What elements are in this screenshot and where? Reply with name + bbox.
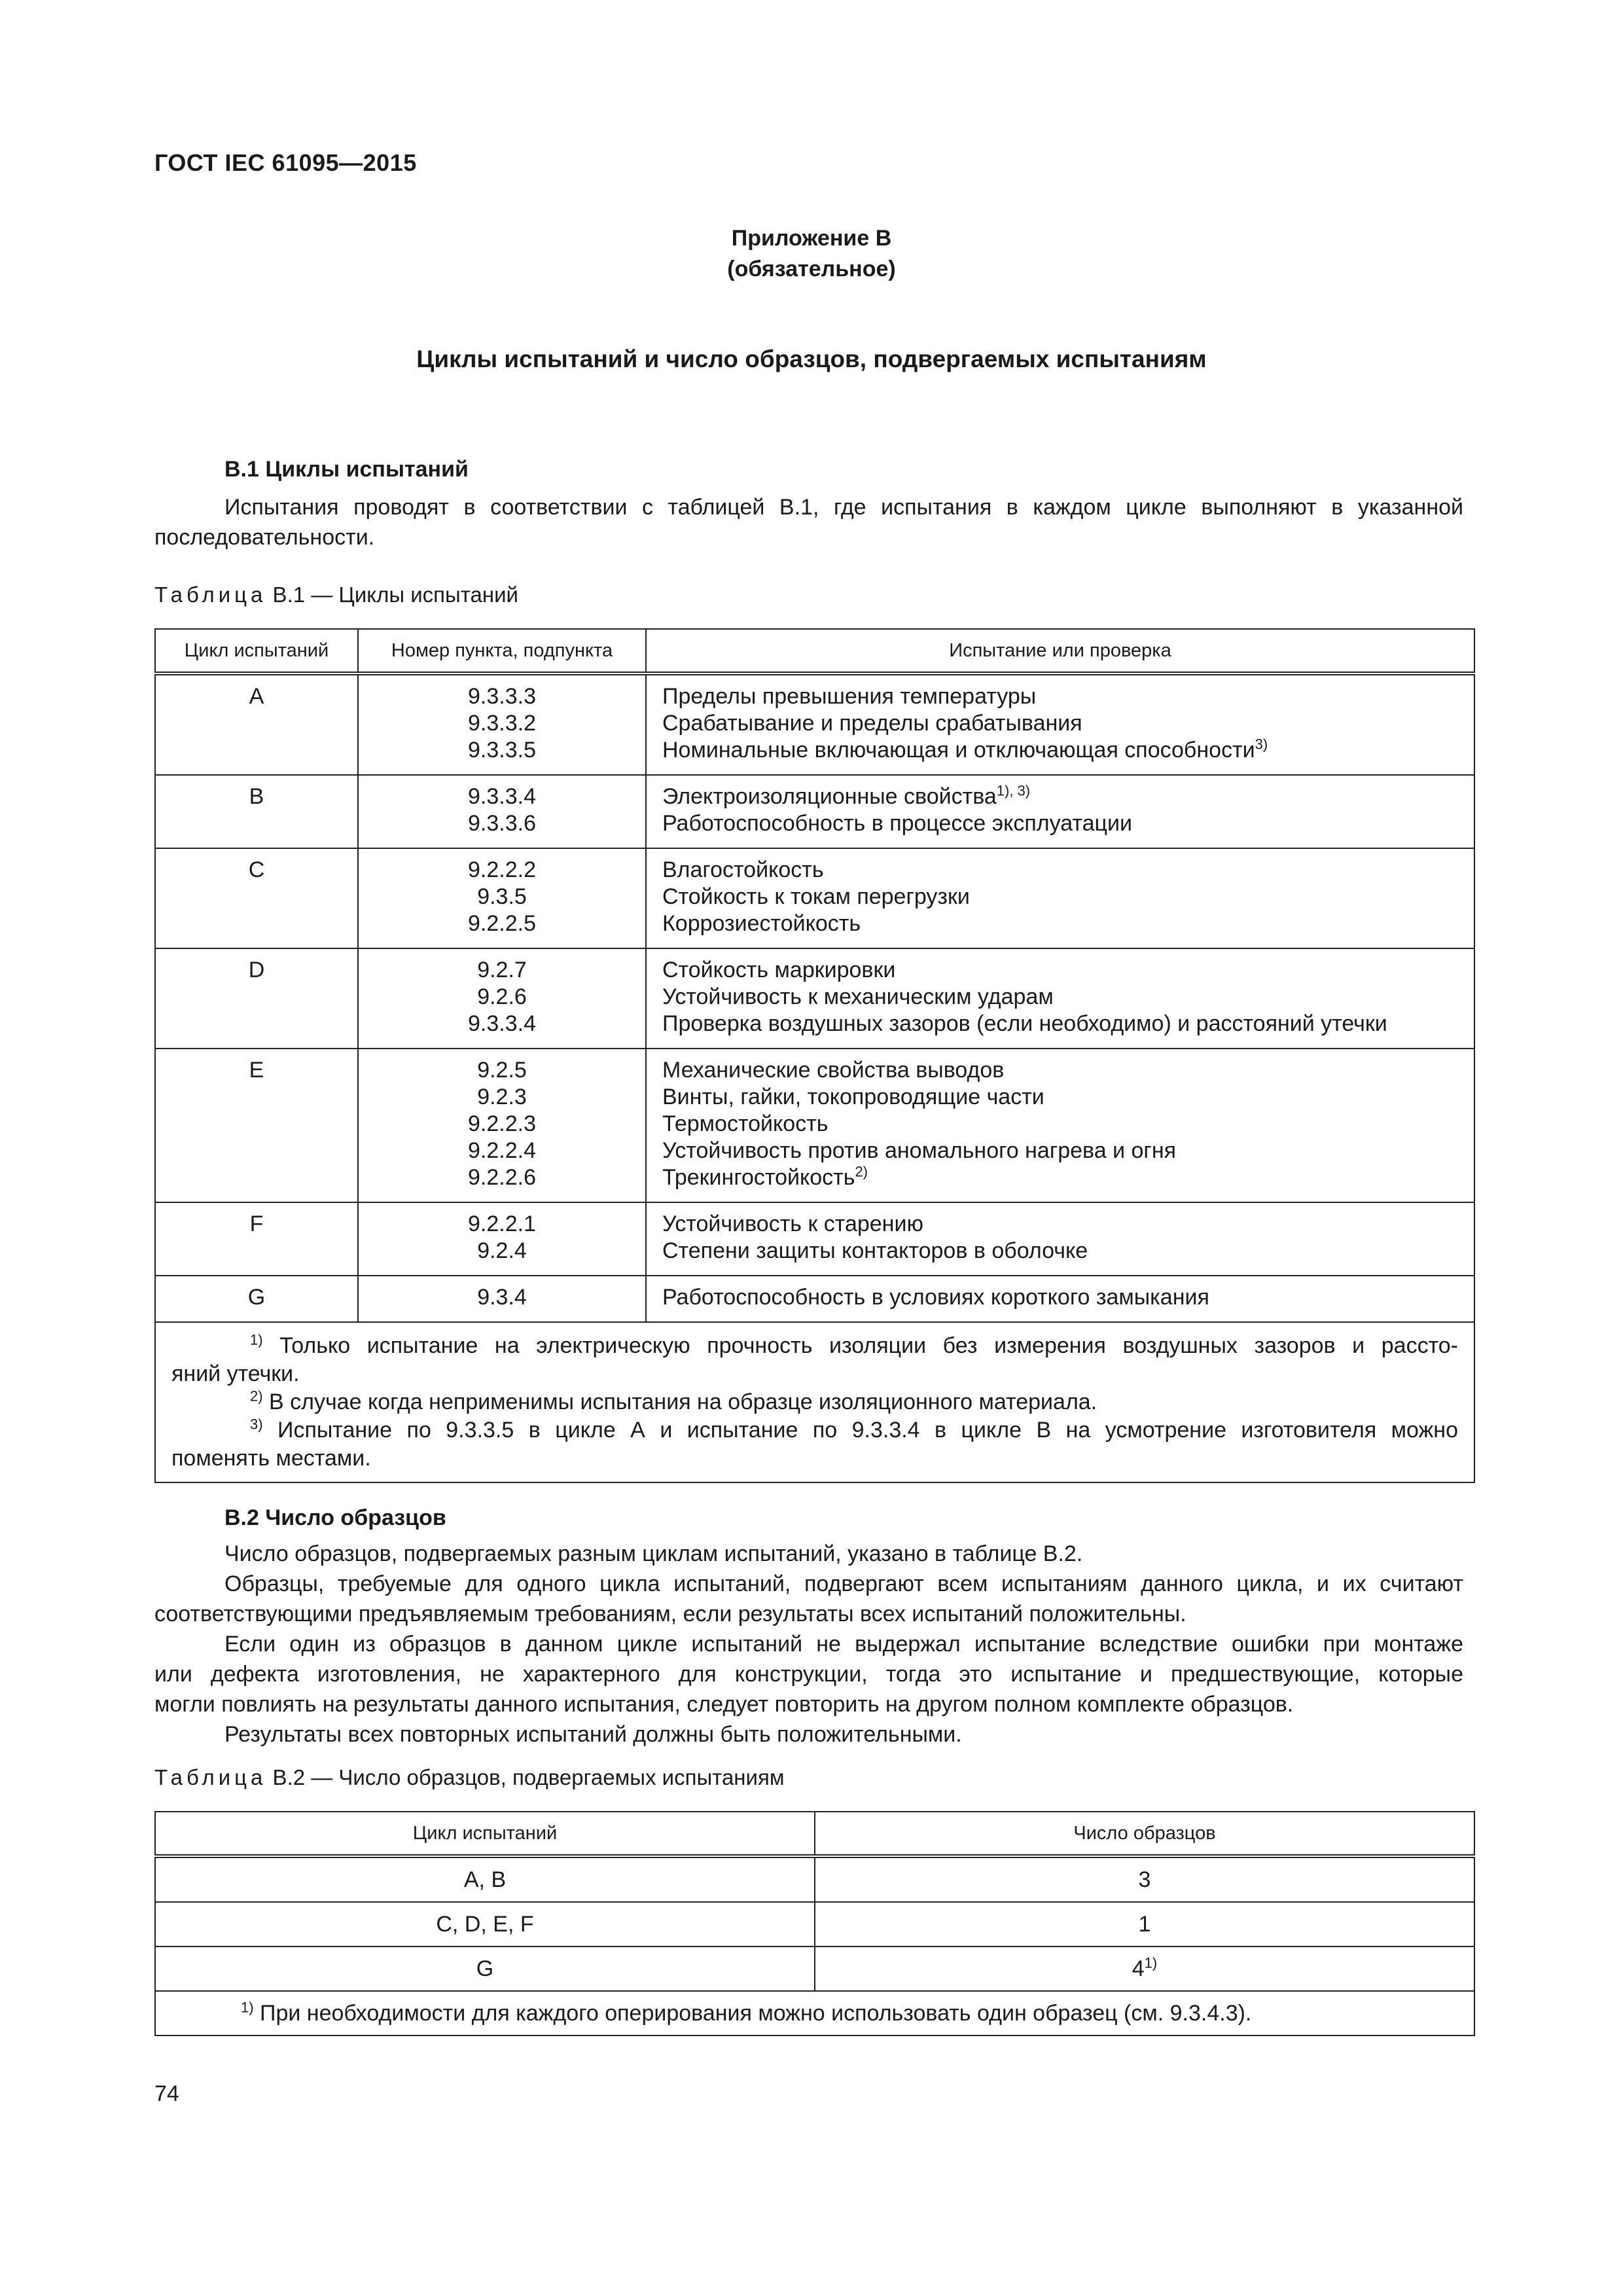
table-row bbox=[155, 1946, 1474, 1991]
test-name-line bbox=[662, 957, 1474, 984]
clause-number-cell bbox=[358, 1202, 646, 1276]
sample-count: 3 bbox=[1138, 1867, 1151, 1892]
paragraph-line: или дефекта изготовления, не характерного для конструкции, тогда это испытание и предшествующие, которые bbox=[154, 1662, 1463, 1687]
table-row bbox=[155, 1202, 1474, 1276]
test-cell bbox=[646, 948, 1474, 1049]
test-name-line bbox=[662, 1164, 1474, 1191]
table-row bbox=[155, 948, 1474, 1049]
column-header: Испытание или проверка bbox=[646, 629, 1474, 673]
test-cell bbox=[646, 1202, 1474, 1276]
clause-number-cell bbox=[358, 1276, 646, 1322]
sample-count-cell bbox=[815, 1902, 1474, 1946]
footnote-ref: 3) bbox=[1255, 736, 1268, 753]
clause-number-cell bbox=[358, 673, 646, 775]
test-name: Устойчивость против аномального нагрева и огня bbox=[662, 1138, 1177, 1163]
test-name-line bbox=[662, 857, 1474, 884]
test-name-line bbox=[662, 910, 1474, 937]
caption-prefix: Таблица bbox=[154, 583, 267, 607]
clause-number: 9.2.2.4 bbox=[468, 1138, 536, 1163]
page-number: 74 bbox=[154, 2081, 179, 2106]
test-name: Проверка воздушных зазоров (если необходимо) и расстояний утечки bbox=[662, 1011, 1387, 1036]
column-header: Число образцов bbox=[815, 1812, 1474, 1856]
footnote-2 bbox=[171, 1388, 1458, 1416]
sample-count: 1 bbox=[1138, 1911, 1151, 1937]
test-cell bbox=[646, 1276, 1474, 1322]
clause-number-cell bbox=[358, 948, 646, 1049]
paragraph-line: Если один из образцов в данном цикле испытаний не выдержал испытание вследствие ошибки при монтаже bbox=[224, 1632, 1463, 1657]
table-b1 bbox=[154, 628, 1475, 1483]
footnote-mark: 1) bbox=[250, 1331, 263, 1348]
test-name-line bbox=[662, 1238, 1474, 1265]
column-header: Цикл испытаний bbox=[155, 629, 358, 673]
caption-text: В.1 — Циклы испытаний bbox=[266, 583, 518, 607]
test-name-line bbox=[662, 683, 1474, 710]
clause-number-cell bbox=[358, 1049, 646, 1202]
table-row bbox=[155, 1276, 1474, 1322]
test-name-line bbox=[662, 1084, 1474, 1111]
footnote-ref: 1) bbox=[1144, 1954, 1158, 1971]
clause-number: 9.2.2.1 bbox=[468, 1211, 536, 1236]
footnote-3-continuation: поменять местами. bbox=[171, 1446, 371, 1471]
test-cell bbox=[646, 775, 1474, 848]
clause-number: 9.2.2.2 bbox=[468, 857, 536, 882]
column-header: Номер пункта, подпункта bbox=[358, 629, 646, 673]
test-name: Номинальные включающая и отключающая способности bbox=[662, 738, 1255, 762]
clause-number-cell bbox=[358, 775, 646, 848]
footnote-text: Испытание по 9.3.3.5 в цикле А и испытание по 9.3.3.4 в цикле В на усмотрение изготовителя можно bbox=[262, 1418, 1458, 1443]
clause-number: 9.3.3.5 bbox=[468, 738, 536, 762]
footnote-mark: 1) bbox=[241, 1999, 254, 2016]
table-row bbox=[155, 1049, 1474, 1202]
clause-number: 9.3.3.4 bbox=[468, 784, 536, 809]
test-name-line bbox=[662, 1011, 1474, 1037]
section-b2-heading: В.2 Число образцов bbox=[224, 1505, 446, 1530]
clause-number: 9.2.2.3 bbox=[468, 1111, 536, 1136]
test-name: Механические свойства выводов bbox=[662, 1058, 1005, 1083]
footnote-mark: 2) bbox=[250, 1388, 263, 1405]
clause-number: 9.2.6 bbox=[477, 984, 527, 1009]
cycle-cell: F bbox=[155, 1202, 358, 1276]
footnote-ref: 1), 3) bbox=[996, 782, 1031, 799]
footnote-ref: 2) bbox=[855, 1163, 868, 1180]
footnote-3 bbox=[171, 1416, 1458, 1444]
clause-number: 9.3.5 bbox=[477, 884, 527, 909]
caption-text: В.2 — Число образцов, подвергаемых испытаниям bbox=[266, 1765, 785, 1789]
test-name-line bbox=[662, 884, 1474, 910]
table-notes-row bbox=[155, 1322, 1474, 1482]
table-header-row bbox=[155, 629, 1474, 673]
test-name-line bbox=[662, 1057, 1474, 1084]
table-b1-caption bbox=[154, 583, 518, 607]
footnote-mark: 3) bbox=[250, 1416, 263, 1433]
paragraph-line: последовательности. bbox=[154, 525, 375, 550]
clause-number: 9.3.3.4 bbox=[468, 1011, 536, 1036]
clause-number: 9.2.3 bbox=[477, 1085, 527, 1109]
paragraph-line: Образцы, требуемые для одного цикла испытаний, подвергают всем испытаниям данного цикла, и их считают bbox=[224, 1571, 1463, 1596]
table-row bbox=[155, 1856, 1474, 1902]
cycle-cell: D bbox=[155, 948, 358, 1049]
clause-number-cell bbox=[358, 848, 646, 948]
appendix-heading: Циклы испытаний и число образцов, подвергаемых испытаниям bbox=[416, 346, 1207, 372]
test-name: Винты, гайки, токопроводящие части bbox=[662, 1085, 1044, 1109]
cycle-cell: В bbox=[155, 775, 358, 848]
cycle-cell: А bbox=[155, 673, 358, 775]
table-row bbox=[155, 1902, 1474, 1946]
clause-number: 9.2.2.5 bbox=[468, 911, 536, 936]
test-cell bbox=[646, 1049, 1474, 1202]
paragraph-line: могли повлиять на результаты данного испытания, следует повторить на другом полном комплекте образцов. bbox=[154, 1692, 1294, 1717]
table-header-row bbox=[155, 1812, 1474, 1856]
section-b1-heading: В.1 Циклы испытаний bbox=[224, 457, 469, 482]
clause-number: 9.3.3.3 bbox=[468, 684, 536, 709]
sample-count-cell bbox=[815, 1946, 1474, 1991]
cycle-cell: G bbox=[155, 1276, 358, 1322]
test-name-line bbox=[662, 783, 1474, 810]
test-name-line bbox=[662, 710, 1474, 737]
table-notes bbox=[155, 1322, 1474, 1482]
clause-number: 9.3.3.2 bbox=[468, 711, 536, 736]
sample-count-cell bbox=[815, 1856, 1474, 1902]
test-name-line bbox=[662, 810, 1474, 837]
clause-number: 9.2.7 bbox=[477, 958, 527, 982]
test-cell bbox=[646, 848, 1474, 948]
test-name: Работоспособность в условиях короткого замыкания bbox=[662, 1285, 1209, 1310]
test-name: Устойчивость к механическим ударам bbox=[662, 984, 1054, 1009]
table-note bbox=[155, 1991, 1474, 2036]
test-name: Коррозиестойкость bbox=[662, 911, 861, 936]
clause-number: 9.3.4 bbox=[477, 1285, 527, 1310]
test-name: Пределы превышения температуры bbox=[662, 684, 1037, 709]
cycle-cell: А, В bbox=[155, 1856, 815, 1902]
test-name: Срабатывание и пределы срабатывания bbox=[662, 711, 1082, 736]
footnote-text: В случае когда неприменимы испытания на образце изоляционного материала. bbox=[262, 1390, 1097, 1414]
test-name: Трекингостойкость bbox=[662, 1165, 855, 1190]
footnote-text: Только испытание на электрическую прочность изоляции без измерения воздушных зазоров и рассто- bbox=[262, 1333, 1458, 1358]
standard-header: ГОСТ IEC 61095—2015 bbox=[154, 149, 417, 176]
table-b2 bbox=[154, 1811, 1475, 2036]
cycle-cell: С bbox=[155, 848, 358, 948]
caption-prefix: Таблица bbox=[154, 1765, 267, 1789]
section-b1-paragraph bbox=[154, 492, 1463, 552]
paragraph-line: Число образцов, подвергаемых разным циклам испытаний, указано в таблице В.2. bbox=[224, 1541, 1083, 1566]
test-name-line bbox=[662, 1138, 1474, 1164]
paragraph-line: Испытания проводят в соответствии с таблицей В.1, где испытания в каждом цикле выполняют в указанной bbox=[224, 495, 1463, 520]
appendix-status: (обязательное) bbox=[727, 257, 896, 281]
test-name-line bbox=[662, 737, 1474, 764]
clause-number: 9.2.4 bbox=[477, 1238, 527, 1263]
column-header: Цикл испытаний bbox=[155, 1812, 815, 1856]
footnote-1 bbox=[171, 1332, 1458, 1360]
clause-number: 9.2.2.6 bbox=[468, 1165, 536, 1190]
test-name-line bbox=[662, 1111, 1474, 1138]
cycle-cell: С, D, Е, F bbox=[155, 1902, 815, 1946]
test-name: Электроизоляционные свойства bbox=[662, 784, 997, 809]
appendix-title: Приложение В bbox=[731, 226, 892, 251]
table-row bbox=[155, 848, 1474, 948]
cycle-cell: Е bbox=[155, 1049, 358, 1202]
section-b2-text bbox=[154, 1539, 1463, 1749]
test-name: Термостойкость bbox=[662, 1111, 829, 1136]
table-row bbox=[155, 673, 1474, 775]
test-name-line bbox=[662, 1211, 1474, 1238]
sample-count: 4 bbox=[1132, 1956, 1145, 1981]
paragraph-line: Результаты всех повторных испытаний должны быть положительными. bbox=[224, 1722, 962, 1747]
cycle-cell: G bbox=[155, 1946, 815, 1991]
clause-number: 9.3.3.6 bbox=[468, 811, 536, 836]
test-name: Стойкость к токам перегрузки bbox=[662, 884, 970, 909]
test-name-line bbox=[662, 1284, 1474, 1311]
test-name-line bbox=[662, 984, 1474, 1011]
test-name: Влагостойкость bbox=[662, 857, 824, 882]
test-name: Устойчивость к старению bbox=[662, 1211, 923, 1236]
clause-number: 9.2.5 bbox=[477, 1058, 527, 1083]
footnote-text: При необходимости для каждого оперирования можно использовать один образец (см. 9.3.4.3). bbox=[253, 2000, 1252, 2026]
table-row bbox=[155, 775, 1474, 848]
test-name: Работоспособность в процессе эксплуатации bbox=[662, 811, 1132, 836]
table-notes-row bbox=[155, 1991, 1474, 2036]
paragraph-line: соответствующими предъявляемым требованиям, если результаты всех испытаний положительны. bbox=[154, 1602, 1186, 1626]
test-cell bbox=[646, 673, 1474, 775]
table-b2-caption bbox=[154, 1765, 785, 1790]
test-name: Стойкость маркировки bbox=[662, 958, 896, 982]
test-name: Степени защиты контакторов в оболочке bbox=[662, 1238, 1088, 1263]
footnote-1-continuation: яний утечки. bbox=[171, 1361, 300, 1386]
